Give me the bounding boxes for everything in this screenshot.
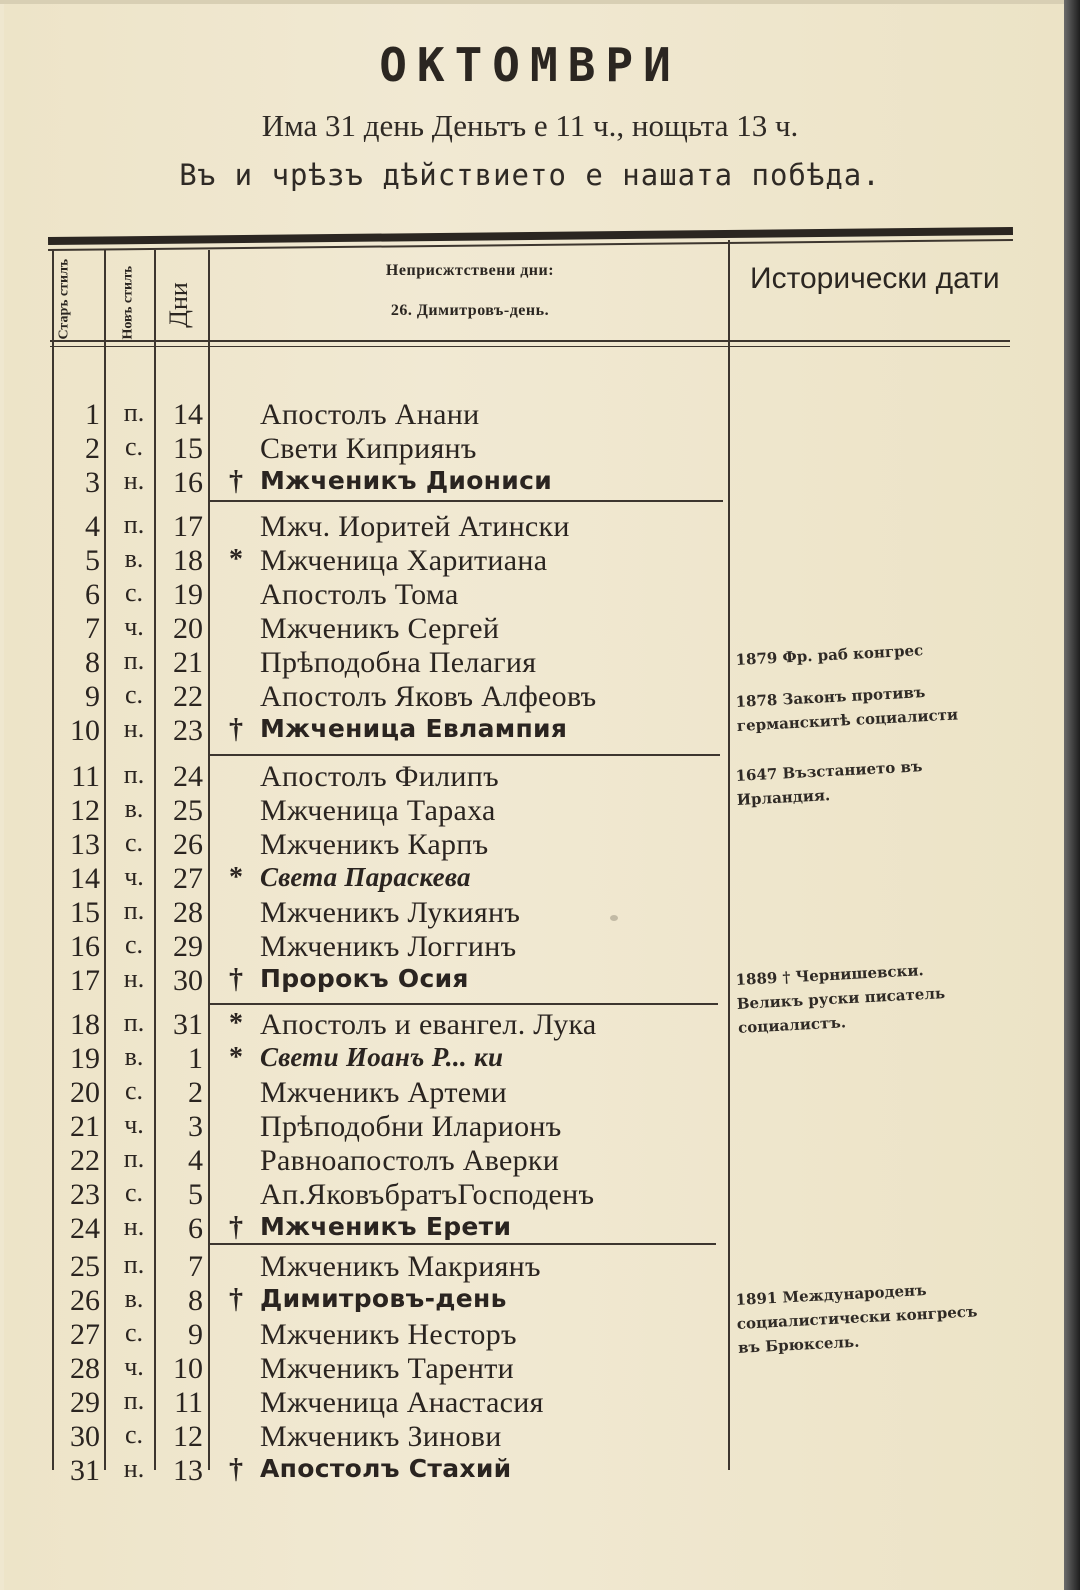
saint-name: Равноапостолъ Аверки [260,1144,560,1177]
calendar-row [0,1144,730,1178]
old-style-date: 9 [85,680,100,713]
month-title: ОКТОМВРИ [379,38,681,92]
old-style-date: 5 [85,544,100,577]
old-style-date: 25 [70,1250,100,1283]
old-style-date: 20 [70,1076,100,1109]
calendar-row [0,1178,730,1212]
holiday-mark: * [229,544,243,575]
weekday: ч. [124,1110,144,1139]
weekday: п. [123,1250,145,1279]
weekday: п. [123,1386,145,1415]
new-style-date: 15 [173,432,203,465]
calendar-row [0,1284,730,1318]
old-style-date: 12 [70,794,100,827]
calendar-row [0,432,730,466]
old-style-date: 31 [70,1454,100,1487]
header-absent-days-title: Неприсжтствени дни: [385,262,555,279]
calendar-row [0,1008,730,1042]
weekday: в. [124,794,144,823]
weekday: ч. [124,862,144,891]
header-new-style: Новъ стилъ [120,265,136,340]
new-style-date: 1 [188,1042,203,1075]
old-style-date: 27 [70,1318,100,1351]
calendar-row [0,828,730,862]
saint-name: Мжченица Евлампия [260,714,568,743]
old-style-date: 15 [70,896,100,929]
new-style-date: 14 [173,398,203,431]
new-style-date: 10 [173,1352,203,1385]
new-style-date: 26 [173,828,203,861]
holiday-mark: * [229,862,243,893]
week-separator [208,1003,718,1005]
saint-name: Мжченикъ Сергей [260,612,500,645]
saint-name: Свети Киприянъ [260,432,477,465]
old-style-date: 3 [85,466,100,499]
historical-date-entry: 1889 † Чернишевски. Великъ руски писатель социалистъ. [735,961,946,1037]
old-style-date: 6 [85,578,100,611]
saint-name: Прѣподобна Пелагия [260,646,537,679]
weekday: с. [124,578,144,607]
weekday: н. [123,714,145,743]
old-style-date: 28 [70,1352,100,1385]
new-style-date: 13 [173,1454,203,1487]
historical-date-entry: 1647 Възстанието въ Ирландия. [735,757,923,809]
new-style-date: 24 [173,760,203,793]
saint-name: Мжченикъ Лукиянъ [260,896,521,929]
week-separator [208,754,720,756]
new-style-date: 12 [173,1420,203,1453]
new-style-date: 25 [173,794,203,827]
header-historical-dates: Исторически дати [750,262,1000,295]
weekday: с. [124,1420,144,1449]
weekday: п. [123,1008,145,1037]
weekday: ч. [124,1352,144,1381]
old-style-date: 14 [70,862,100,895]
saint-name: Мжченикъ Артеми [260,1076,507,1109]
weekday: п. [123,1144,145,1173]
holiday-mark: † [229,466,243,497]
calendar-row [0,466,730,500]
new-style-date: 23 [173,714,203,747]
weekday: с. [124,680,144,709]
header-rule [50,340,1010,342]
saint-name: Мжченикъ Карпъ [260,828,489,861]
weekday: п. [123,646,145,675]
calendar-row [0,1454,730,1488]
header-absent-days-item: 26. Димитровъ-день. [390,302,550,319]
saint-name: Свети Иоанъ Р... ки [260,1042,504,1072]
calendar-row [0,1250,730,1284]
new-style-date: 22 [173,680,203,713]
calendar-row [0,1042,730,1076]
calendar-row [0,1352,730,1386]
old-style-date: 16 [70,930,100,963]
saint-name: Мжченикъ Зинови [260,1420,502,1453]
new-style-date: 16 [173,466,203,499]
weekday: с. [124,1076,144,1105]
calendar-row [0,680,730,714]
new-style-date: 6 [188,1212,203,1245]
old-style-date: 30 [70,1420,100,1453]
old-style-date: 11 [71,760,100,793]
saint-name: Апостолъ Филипъ [260,760,499,793]
historical-date-entry: 1878 Законъ противъ германскитѣ социалисти [735,683,959,735]
calendar-row [0,1212,730,1246]
calendar-row [0,896,730,930]
calendar-row [0,714,730,748]
calendar-row [0,646,730,680]
old-style-date: 10 [70,714,100,747]
new-style-date: 4 [188,1144,203,1177]
saint-name: Мжч. Иоритей Атински [260,510,570,543]
holiday-mark: † [229,1454,243,1485]
holiday-mark: † [229,714,243,745]
old-style-date: 19 [70,1042,100,1075]
old-style-date: 1 [85,398,100,431]
new-style-date: 18 [173,544,203,577]
old-style-date: 4 [85,510,100,543]
new-style-date: 11 [174,1386,203,1419]
header-rule-double [50,346,1010,347]
old-style-date: 2 [85,432,100,465]
weekday: с. [124,930,144,959]
saint-name: Мжченикъ Диониси [260,466,553,495]
saint-name: Апостолъ Яковъ Алфеовъ [260,680,597,713]
weekday: в. [124,1284,144,1313]
new-style-date: 8 [188,1284,203,1317]
saint-name: Мжченикъ Логгинъ [260,930,517,963]
old-style-date: 21 [70,1110,100,1143]
saint-name: Апостолъ Тома [260,578,459,611]
weekday: п. [123,760,145,789]
old-style-date: 24 [70,1212,100,1245]
calendar-row [0,1420,730,1454]
saint-name: Мжченица Анастасия [260,1386,544,1419]
motto: Въ и чрѣзъ дѣйствието е нашата побѣда. [179,158,881,192]
new-style-date: 21 [173,646,203,679]
month-info-line: Има 31 день Деньтъ е 11 ч., нощьта 13 ч. [261,108,799,143]
calendar-row [0,578,730,612]
calendar-row [0,930,730,964]
calendar-row [0,398,730,432]
new-style-date: 27 [173,862,203,895]
weekday: п. [123,896,145,925]
saint-name: Пророкъ Осия [260,964,469,993]
weekday: с. [124,828,144,857]
calendar-row [0,612,730,646]
weekday: п. [123,398,145,427]
holiday-mark: † [229,964,243,995]
saint-name: Мжченикъ Несторъ [260,1318,517,1351]
saint-name: Апостолъ и евангел. Лука [260,1008,597,1041]
weekday: н. [123,1454,145,1483]
old-style-date: 18 [70,1008,100,1041]
calendar-row [0,510,730,544]
holiday-mark: † [229,1284,243,1315]
weekday: н. [123,964,145,993]
new-style-date: 5 [188,1178,203,1211]
holiday-mark: * [229,1008,243,1039]
calendar-row [0,1110,730,1144]
weekday: н. [123,466,145,495]
new-style-date: 3 [188,1110,203,1143]
old-style-date: 13 [70,828,100,861]
old-style-date: 8 [85,646,100,679]
new-style-date: 20 [173,612,203,645]
weekday: с. [124,1318,144,1347]
new-style-date: 9 [188,1318,203,1351]
calendar-row [0,1386,730,1420]
header-days: Дни [164,282,193,328]
new-style-date: 7 [188,1250,203,1283]
holiday-mark: * [229,1042,243,1073]
historical-date-entry: 1879 Фр. раб конгрес [735,641,924,669]
calendar-row [0,1076,730,1110]
saint-name: Мжченица Харитиана [260,544,548,577]
weekday: п. [123,510,145,539]
saint-name: Мжченица Тараха [260,794,496,827]
calendar-row [0,964,730,998]
new-style-date: 2 [188,1076,203,1109]
weekday: с. [124,432,144,461]
new-style-date: 31 [173,1008,203,1041]
old-style-date: 7 [85,612,100,645]
new-style-date: 29 [173,930,203,963]
weekday: н. [123,1212,145,1241]
saint-name: Мжченикъ Макриянъ [260,1250,541,1283]
saint-name: Димитровъ-день [260,1284,507,1313]
old-style-date: 29 [70,1386,100,1419]
calendar-row [0,794,730,828]
page-right-edge [1064,0,1080,1590]
new-style-date: 28 [173,896,203,929]
old-style-date: 23 [70,1178,100,1211]
saint-name: Ап.ЯковъбратъГосподенъ [260,1178,595,1211]
weekday: ч. [124,612,144,641]
saint-name: Апостолъ Анани [260,398,480,431]
saint-name: Мжченикъ Таренти [260,1352,514,1385]
calendar-row [0,862,730,896]
saint-name: Света Параскева [260,862,471,892]
old-style-date: 22 [70,1144,100,1177]
weekday: в. [124,1042,144,1071]
calendar-row [0,1318,730,1352]
new-style-date: 19 [173,578,203,611]
historical-date-entry: 1891 Международенъ социалистически конгресъ въ Брюксель. [735,1280,978,1357]
new-style-date: 30 [173,964,203,997]
weekday: в. [124,544,144,573]
calendar-row [0,544,730,578]
saint-name: Прѣподобни Иларионъ [260,1110,562,1143]
holiday-mark: † [229,1212,243,1243]
saint-name: Мжченикъ Ерети [260,1212,512,1241]
new-style-date: 17 [173,510,203,543]
scan-speck [610,915,618,921]
weekday: с. [124,1178,144,1207]
old-style-date: 17 [70,964,100,997]
page-top-edge [0,0,1080,4]
week-separator [208,500,723,502]
header-old-style: Старъ стилъ [56,258,72,340]
old-style-date: 26 [70,1284,100,1317]
calendar-row [0,760,730,794]
saint-name: Апостолъ Стахий [260,1454,512,1483]
